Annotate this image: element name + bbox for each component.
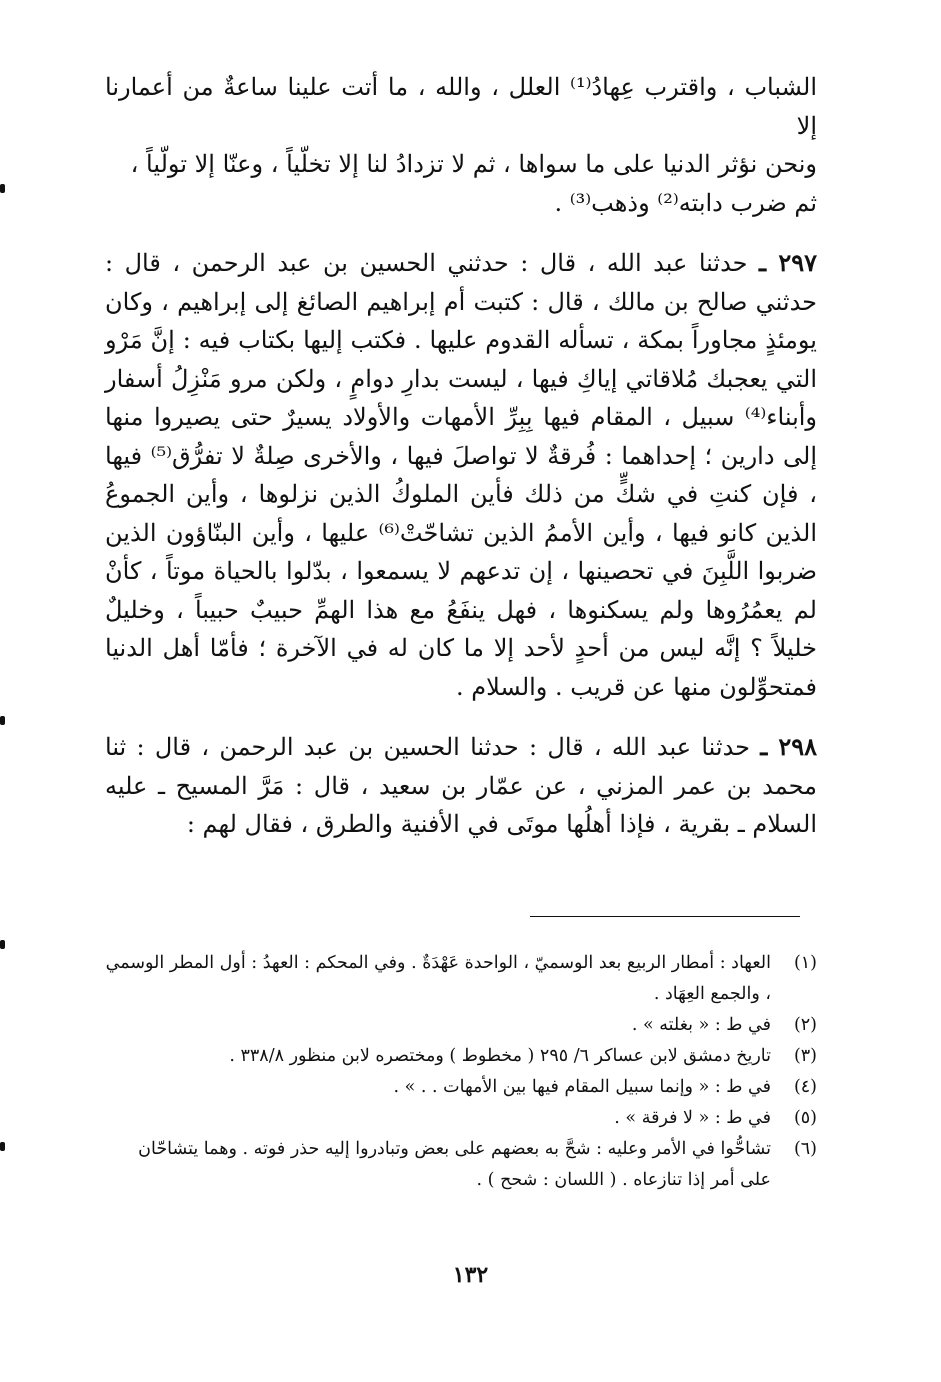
entry-number-297: ٢٩٧ ـ bbox=[759, 248, 817, 277]
entry-297-lead: حدثنا عبد الله ، قال : حدثني الحسين بن عبد الرحمن ، قال : bbox=[105, 249, 748, 277]
paragraph-297 bbox=[105, 244, 817, 706]
line-1: الشباب ، واقترب عِهادُ⁽¹⁾ العلل ، والله ، ما أتت علينا ساعةٌ من أعمارنا إلا bbox=[105, 73, 818, 140]
footnote-5 bbox=[105, 1103, 817, 1134]
scan-mark bbox=[0, 940, 5, 949]
footnotes bbox=[105, 948, 817, 1196]
footnote-text: في ط : « وإنما سبيل المقام فيها بين الأمهات . . » . bbox=[393, 1077, 771, 1097]
footnote-number: (١) bbox=[793, 953, 817, 973]
footnote-text: في ط : « بغلته » . bbox=[631, 1015, 771, 1035]
page-number: ١٣٢ bbox=[452, 1262, 489, 1288]
footnote-number: (٣) bbox=[793, 1046, 817, 1066]
scan-mark bbox=[0, 184, 5, 193]
scan-mark bbox=[0, 716, 5, 725]
entry-298-text: ثنا محمد بن عمر المزني ، عن عمّار بن سعيد ، قال : مَرَّ المسيح ـ عليه السلام ـ بقرية ، فإذا أهلُها موتَى في الأفنية والطرق ، فقال لهم : bbox=[105, 733, 817, 838]
footnote-1 bbox=[105, 948, 817, 1010]
footnote-text: في ط : « لا فرقة » . bbox=[614, 1108, 771, 1128]
line-2: ونحن نؤثر الدنيا على ما سواها ، ثم لا تزدادُ لنا إلا تخلّياً ، وعنّا إلا تولّياً ، bbox=[130, 150, 817, 178]
scan-mark bbox=[0, 1142, 5, 1151]
footnote-4 bbox=[105, 1072, 817, 1103]
footnote-number: (٥) bbox=[793, 1108, 817, 1128]
footnote-text: تاريخ دمشق لابن عساكر ٦/ ٢٩٥ ( مخطوط ) ومختصره لابن منظور ٣٣٨/٨ . bbox=[229, 1046, 771, 1066]
footnote-text: تشاحُّوا في الأمر وعليه : شحَّ به بعضهم على بعض وتبادروا إليه حذر فوته . وهما يتشاحّان على أمر إذا تنازعاه . ( اللسان : شحح ) . bbox=[138, 1139, 771, 1190]
footnote-6 bbox=[105, 1134, 817, 1196]
paragraph-continuation bbox=[105, 68, 817, 222]
entry-298-lead: حدثنا عبد الله ، قال : حدثنا الحسين بن عبد الرحمن ، قال : bbox=[136, 733, 751, 761]
footnote-3 bbox=[105, 1041, 817, 1072]
entry-297-text: حدثني صالح بن مالك ، قال : كتبت أم إبراهيم الصائغ إلى إبراهيم ، وكان يومئذٍ مجاوراً بمكة ، تسأله القدوم عليها . فكتب إليها بكتاب فيه : إنَّ مَرْو التي يعجبك مُلاقاتي إياكِ فيها ، ليست بدارِ دوامٍ ، ولكن مرو مَنْزِلُ أسفار وأبناء⁽⁴⁾ سبيل ، المقام فيها بِبِرِّ الأمهات والأولاد يسيرٌ حتى يصيروا منها إلى دارين ؛ إحداهما : فُرقةٌ لا تواصلَ فيها ، والأخرى صِلةٌ لا تفرُّق⁽⁵⁾ فيها ، فإن كنتِ في شكٍّ من ذلك فأين الملوكُ الذين نزلوها ، وأين الجموعُ الذين كانو فيها ، وأين الأممُ الذين تشاحّتْ⁽⁶⁾ عليها ، وأين البنّاؤون الذين ضربوا اللَّبِنَ في تحصينها ، إن تدعهم لا يسمعوا ، بدّلوا بالحياة موتاً ، كأنْ لم يعمُرُوها ولم يسكنوها ، فهل ينفَعُ مع هذا الهمِّ حبيبٌ حبيباً ، وخليلٌ خليلاً ؟ إنَّه ليس من أحدٍ لأحد إلا ما كان له في الآخرة ؛ فأمّا أهل الدنيا فمتحوِّلون منها عن قريب . والسلام . bbox=[105, 287, 818, 701]
main-text bbox=[105, 68, 817, 844]
footnote-divider bbox=[530, 916, 800, 917]
footnote-2 bbox=[105, 1010, 817, 1041]
entry-number-298: ٢٩٨ ـ bbox=[760, 732, 817, 761]
footnote-text: العهاد : أمطار الربيع بعد الوسميّ ، الواحدة عَهْدَةٌ . وفي المحكم : العهدُ : أول المطر الوسمي ، والجمع العِهَاد . bbox=[105, 953, 771, 1004]
footnote-number: (٤) bbox=[793, 1077, 817, 1097]
footnote-number: (٦) bbox=[793, 1139, 817, 1159]
footnote-number: (٢) bbox=[793, 1015, 817, 1035]
line-3: ثم ضرب دابته⁽²⁾ وذهب⁽³⁾ . bbox=[554, 188, 817, 217]
paragraph-298 bbox=[105, 728, 817, 844]
